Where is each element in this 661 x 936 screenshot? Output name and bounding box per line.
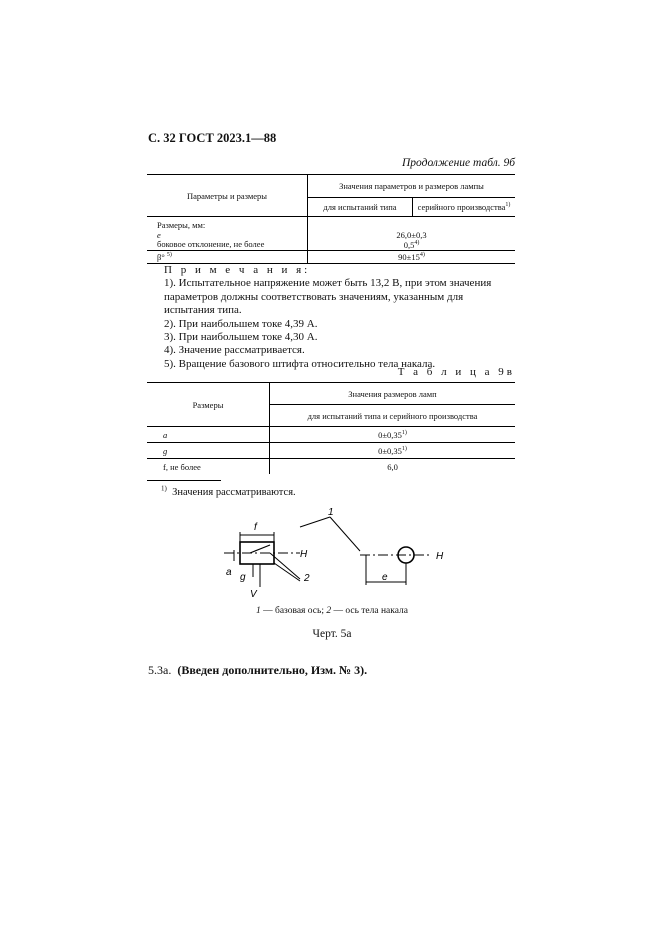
beta-value: 90±15 bbox=[398, 252, 420, 262]
col-sub-header: для испытаний типа и серийного производства bbox=[270, 405, 516, 427]
row-value: 0±0,35 bbox=[378, 429, 402, 440]
note-4: 4). Значение рассматривается. bbox=[164, 344, 305, 357]
label-f: f bbox=[254, 522, 257, 533]
page-header: С. 32 ГОСТ 2023.1—88 bbox=[148, 131, 277, 145]
lamp-filament-drawing bbox=[210, 505, 460, 605]
note-3: 3). При наибольшем токе 4,30 А. bbox=[164, 331, 318, 344]
lateral-value-wrap bbox=[308, 241, 515, 251]
label-H-left: H bbox=[300, 549, 308, 560]
row-value-cell bbox=[270, 459, 516, 475]
col-values2-header: Значения размеров ламп bbox=[270, 383, 516, 405]
table-row bbox=[147, 427, 515, 443]
beta-value-sup: 4) bbox=[419, 252, 425, 259]
row-label: g bbox=[147, 443, 270, 459]
caption-2-text: — ось тела накала bbox=[331, 606, 408, 616]
table-row bbox=[147, 443, 515, 459]
leader-1b bbox=[330, 517, 360, 551]
sizes-cell bbox=[147, 217, 308, 251]
label-g: g bbox=[240, 572, 246, 583]
caption-2: 2 bbox=[326, 606, 332, 616]
beta-label-cell bbox=[147, 251, 308, 264]
lateral-value: 0,5 bbox=[403, 239, 415, 250]
col-params-header: Параметры и размеры bbox=[147, 175, 308, 217]
note-1: 1). Испытательное напряжение может быть 13,2 В, при этом значения параметров должны соответствовать значениям, указанным для испытания типа. bbox=[164, 277, 492, 317]
sizes-label: Размеры, мм: bbox=[157, 220, 206, 231]
leader-1 bbox=[300, 517, 330, 527]
notes-block bbox=[148, 264, 516, 371]
table-continuation-label: Продолжение табл. 9б bbox=[401, 157, 515, 169]
figure-title: Черт. 5а bbox=[312, 628, 352, 640]
col-sizes-header: Размеры bbox=[147, 383, 270, 427]
row-sup: 1) bbox=[401, 445, 407, 452]
footnote bbox=[161, 484, 296, 498]
col-type-header: для испытаний типа bbox=[308, 198, 413, 217]
beta-label: β° bbox=[157, 252, 165, 262]
note-5: 5). Вращение базового штифта относительно тела накала. bbox=[164, 357, 436, 370]
footnote-sup: 1) bbox=[161, 484, 167, 493]
notes-heading: П р и м е ч а н и я: bbox=[164, 264, 311, 276]
lateral-sup: 4) bbox=[414, 239, 420, 246]
footnote-divider bbox=[147, 480, 221, 481]
row-value: 0±0,35 bbox=[378, 445, 402, 456]
label-2: 2 bbox=[304, 573, 310, 584]
row-value: 6,0 bbox=[387, 461, 398, 472]
para-num: 5.3а. bbox=[148, 663, 172, 677]
leader-2b bbox=[274, 563, 300, 581]
label-a: a bbox=[226, 567, 232, 578]
table-row bbox=[147, 459, 515, 475]
col-serial-header bbox=[413, 198, 516, 217]
beta-value-cell bbox=[308, 251, 516, 264]
row-sup: 1) bbox=[401, 429, 407, 436]
label-e: e bbox=[382, 572, 388, 583]
para-text: (Введен дополнительно, Изм. № 3). bbox=[177, 663, 368, 677]
table-9v-title: Т а б л и ц а 9в bbox=[397, 366, 515, 378]
note-2: 2). При наибольшем токе 4,39 А. bbox=[164, 317, 318, 330]
paragraph-5-3a bbox=[148, 663, 367, 678]
leader-2a bbox=[270, 553, 300, 579]
e-label: e bbox=[157, 229, 161, 240]
lateral-label: боковое отклонение, не более bbox=[157, 239, 265, 250]
label-H-right: H bbox=[436, 551, 444, 562]
row-value-cell bbox=[270, 443, 516, 459]
sizes-table bbox=[147, 382, 515, 474]
e-value: 26,0±0,3 bbox=[396, 230, 427, 240]
col-serial-sup: 1) bbox=[505, 202, 511, 209]
col-serial-text: серийного производства bbox=[417, 202, 506, 212]
row-value-cell bbox=[270, 427, 516, 443]
col-values-header: Значения параметров и размеров лампы bbox=[308, 175, 516, 198]
figure-caption bbox=[148, 606, 516, 616]
params-table bbox=[147, 174, 515, 264]
footnote-text: Значения рассматриваются. bbox=[172, 487, 296, 498]
caption-1: 1 bbox=[255, 606, 261, 616]
sizes-values-cell bbox=[308, 217, 516, 251]
filament-axis bbox=[250, 545, 270, 553]
label-v: V bbox=[250, 589, 257, 600]
row-label: a bbox=[147, 427, 270, 443]
row-label: f, не более bbox=[147, 459, 270, 475]
label-1: 1 bbox=[328, 507, 334, 518]
beta-sup: 5) bbox=[166, 252, 172, 259]
caption-1-text: — базовая ось; bbox=[260, 606, 327, 616]
